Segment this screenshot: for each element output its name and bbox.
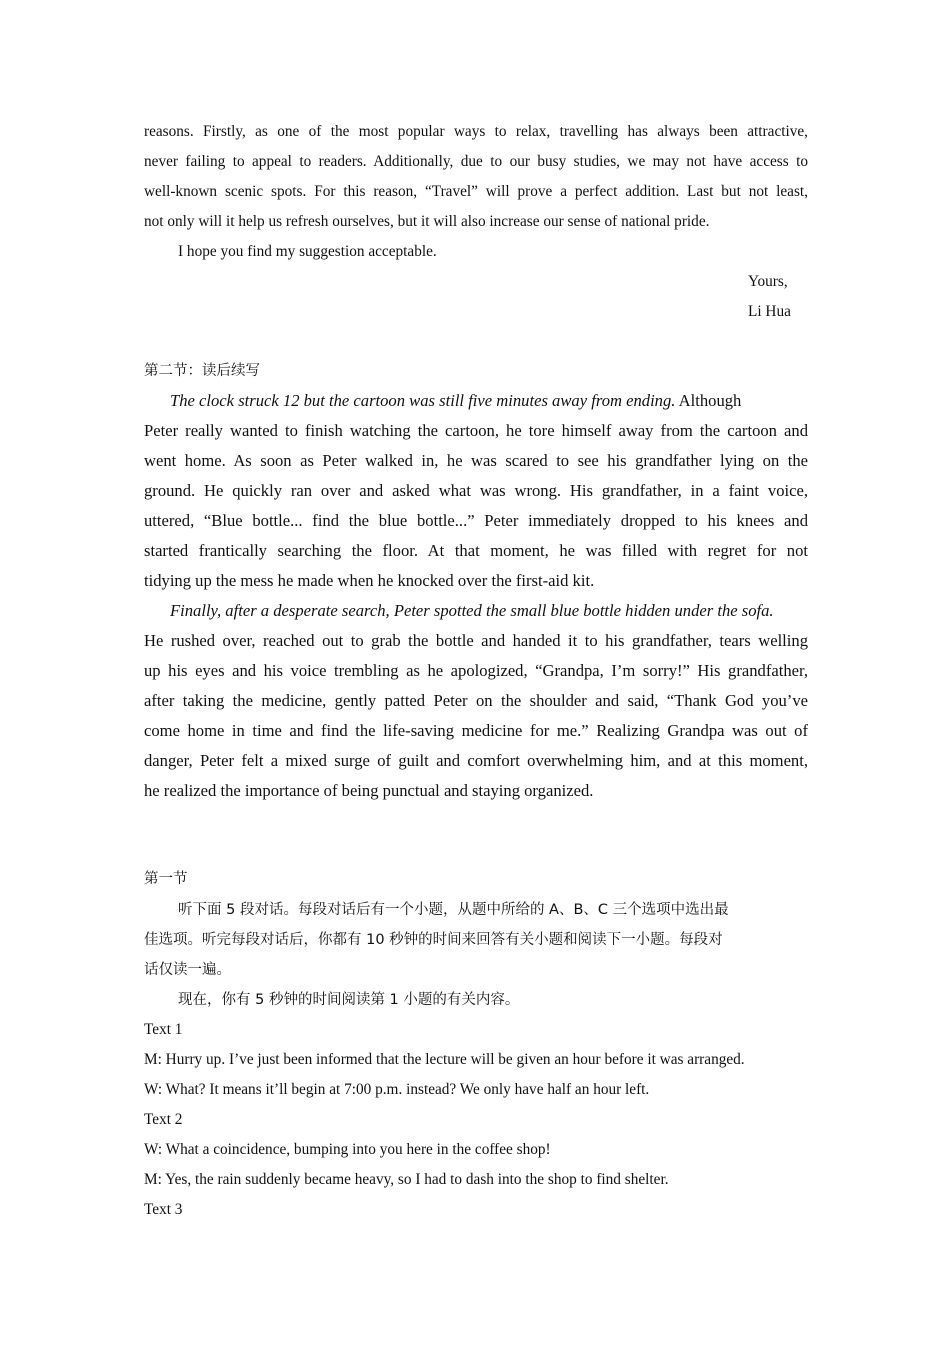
text1-m-line: M: Hurry up. I’ve just been informed that the lecture will be given an hour before it was arranged. [144, 1051, 745, 1068]
letter-line: not only will it help us refresh ourselves, but it will also increase our sense of national pride. [144, 213, 710, 230]
para1-line: went home. As soon as Peter walked in, he was scared to see his grandfather lying on the [144, 451, 808, 470]
text1-label: Text 1 [144, 1021, 183, 1038]
para2-line: danger, Peter felt a mixed surge of guilt and comfort overwhelming him, and at this moment, [144, 751, 808, 770]
para1-line: started frantically searching the floor. At that moment, he was filled with regret for not [144, 541, 808, 560]
para1-italic-opening: The clock struck 12 but the cartoon was still five minutes away from ending. [170, 391, 676, 410]
para1-line: ground. He quickly ran over and asked what was wrong. His grandfather, in a faint voice, [144, 481, 808, 500]
instruction-line: 听下面 5 段对话。每段对话后有一个小题，从题中所给的 A、B、C 三个选项中选出最 [178, 902, 729, 918]
letter-line: never failing to appeal to readers. Additionally, due to our busy studies, we may not have access to [144, 153, 808, 170]
para1-line: uttered, “Blue bottle... find the blue bottle...” Peter immediately dropped to his knees and [144, 511, 808, 530]
text3-label: Text 3 [144, 1201, 183, 1218]
prep-instruction: 现在，你有 5 秒钟的时间阅读第 1 小题的有关内容。 [178, 992, 520, 1008]
para2-line: He rushed over, reached out to grab the bottle and handed it to his grandfather, tears welling [144, 631, 808, 650]
letter-closing: I hope you find my suggestion acceptable. [178, 243, 437, 260]
text2-m-line: M: Yes, the rain suddenly became heavy, so I had to dash into the shop to find shelter. [144, 1171, 669, 1188]
para1-line: tidying up the mess he made when he knocked over the first-aid kit. [144, 571, 595, 590]
instruction-line: 话仅读一遍。 [144, 962, 231, 978]
para2-line: he realized the importance of being punctual and staying organized. [144, 781, 594, 800]
para2-line: come home in time and find the life-saving medicine for me.” Realizing Grandpa was out of [144, 721, 808, 740]
para1-first-rest: Although [675, 391, 742, 410]
para2-italic-opening: Finally, after a desperate search, Peter spotted the small blue bottle hidden under the sofa. [170, 601, 774, 620]
letter-line: reasons. Firstly, as one of the most popular ways to relax, travelling has always been attractive, [144, 123, 808, 140]
para1-line: Peter really wanted to finish watching the cartoon, he tore himself away from the cartoon and [144, 421, 808, 440]
section2-para1-first-line [170, 391, 810, 411]
letter-signoff: Yours, [748, 273, 788, 290]
para2-line: after taking the medicine, gently patted Peter on the shoulder and said, “Thank God you’ve [144, 691, 808, 710]
text1-w-line: W: What? It means it’ll begin at 7:00 p.m. instead? We only have half an hour left. [144, 1081, 650, 1098]
letter-line: well-known scenic spots. For this reason, “Travel” will prove a perfect addition. Last but not least, [144, 183, 808, 200]
section2-heading: 第二节：读后续写 [144, 363, 260, 379]
section1-heading: 第一节 [144, 871, 188, 887]
text2-w-line: W: What a coincidence, bumping into you here in the coffee shop! [144, 1141, 551, 1158]
letter-signature: Li Hua [748, 303, 791, 320]
instruction-line: 佳选项。听完每段对话后，你都有 10 秒钟的时间来回答有关小题和阅读下一小题。每段对 [144, 932, 723, 948]
para2-line: up his eyes and his voice trembling as he apologized, “Grandpa, I’m sorry!” His grandfather, [144, 661, 808, 680]
text2-label: Text 2 [144, 1111, 183, 1128]
